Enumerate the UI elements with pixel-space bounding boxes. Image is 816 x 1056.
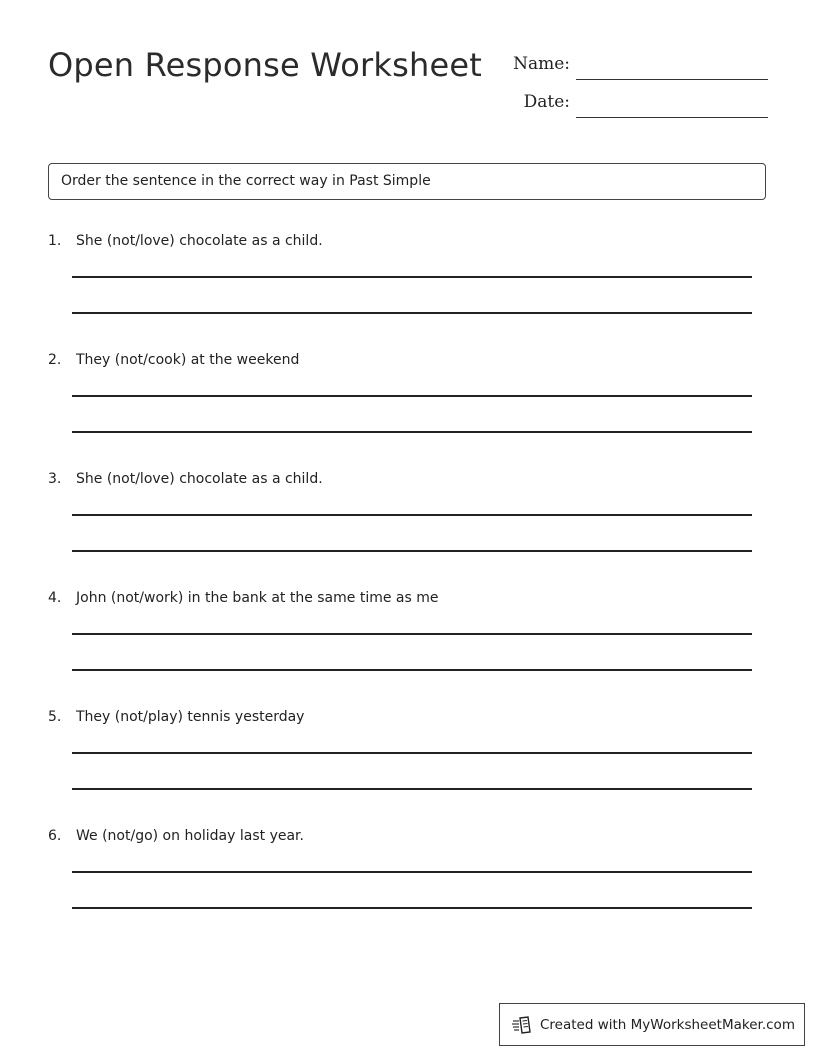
- date-field: [500, 92, 768, 122]
- worksheet-maker-logo-icon: [512, 1015, 532, 1035]
- footer-text: Created with MyWorksheetMaker.com: [540, 1016, 795, 1033]
- question-item: [48, 233, 768, 333]
- question-number: 5.: [48, 709, 62, 725]
- question-text: She (not/love) chocolate as a child.: [76, 233, 323, 249]
- answer-line[interactable]: [72, 669, 752, 671]
- question-text: She (not/love) chocolate as a child.: [76, 471, 323, 487]
- answer-line[interactable]: [72, 871, 752, 873]
- instructions-box: Order the sentence in the correct way in Past Simple: [48, 163, 766, 200]
- answer-line[interactable]: [72, 633, 752, 635]
- answer-line[interactable]: [72, 312, 752, 314]
- name-input-line[interactable]: [576, 79, 768, 80]
- question-item: [48, 828, 768, 928]
- question-text: We (not/go) on holiday last year.: [76, 828, 304, 844]
- page-title: Open Response Worksheet: [48, 46, 483, 84]
- question-number: 1.: [48, 233, 62, 249]
- answer-line[interactable]: [72, 907, 752, 909]
- answer-line[interactable]: [72, 514, 752, 516]
- question-number: 4.: [48, 590, 62, 606]
- question-number: 2.: [48, 352, 62, 368]
- answer-line[interactable]: [72, 276, 752, 278]
- created-with-badge[interactable]: [499, 1003, 805, 1046]
- date-input-line[interactable]: [576, 117, 768, 118]
- question-text: They (not/cook) at the weekend: [76, 352, 300, 368]
- question-text: John (not/work) in the bank at the same time as me: [76, 590, 439, 606]
- name-label: Name:: [513, 54, 570, 74]
- name-field: [500, 54, 768, 84]
- question-item: [48, 471, 768, 571]
- answer-line[interactable]: [72, 395, 752, 397]
- question-item: [48, 352, 768, 452]
- question-text: They (not/play) tennis yesterday: [76, 709, 305, 725]
- answer-line[interactable]: [72, 788, 752, 790]
- question-item: [48, 590, 768, 690]
- question-item: [48, 709, 768, 809]
- date-label: Date:: [523, 92, 570, 112]
- question-number: 6.: [48, 828, 62, 844]
- answer-line[interactable]: [72, 431, 752, 433]
- answer-line[interactable]: [72, 752, 752, 754]
- answer-line[interactable]: [72, 550, 752, 552]
- question-number: 3.: [48, 471, 62, 487]
